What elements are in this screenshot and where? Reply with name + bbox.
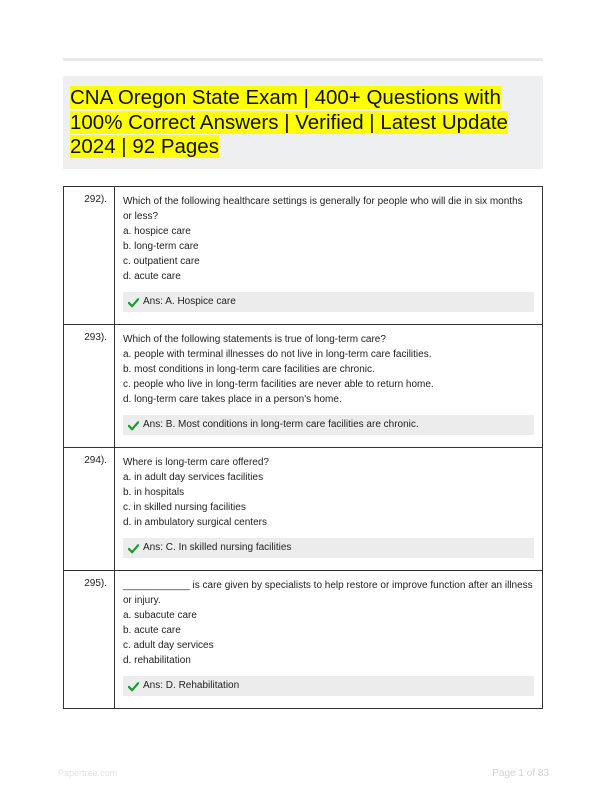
option-a: a. people with terminal illnesses do not live in long-term care facilities. bbox=[123, 349, 432, 360]
question-row bbox=[64, 571, 542, 708]
question-number: 292). bbox=[64, 187, 115, 324]
option-c: c. outpatient care bbox=[123, 256, 200, 267]
page-number: Page 1 of 83 bbox=[492, 768, 549, 779]
option-a: a. hospice care bbox=[123, 226, 191, 237]
document-title-text: CNA Oregon State Exam | 400+ Questions with 100% Correct Answers | Verified | Latest Update 2024 | 92 Pages bbox=[70, 86, 508, 158]
option-c: c. adult day services bbox=[123, 640, 214, 651]
check-icon bbox=[128, 543, 139, 554]
option-b: b. in hospitals bbox=[123, 487, 185, 498]
option-d: d. in ambulatory surgical centers bbox=[123, 517, 267, 528]
question-text: Which of the following healthcare settings is generally for people who will die in six months or less? bbox=[123, 196, 523, 222]
questions-table bbox=[63, 186, 543, 709]
answer-text: Ans: A. Hospice care bbox=[143, 296, 236, 307]
question-number: 295). bbox=[64, 571, 115, 708]
question-text: Which of the following statements is true of long-term care? bbox=[123, 334, 386, 345]
option-b: b. most conditions in long-term care facilities are chronic. bbox=[123, 364, 375, 375]
top-divider bbox=[63, 58, 543, 61]
option-d: d. rehabilitation bbox=[123, 655, 191, 666]
footer-watermark: Papertree.com bbox=[58, 768, 118, 778]
answer-text: Ans: B. Most conditions in long-term care facilities are chronic. bbox=[143, 419, 419, 430]
question-body bbox=[115, 187, 542, 324]
option-b: b. acute care bbox=[123, 625, 181, 636]
option-a: a. subacute care bbox=[123, 610, 197, 621]
option-d: d. acute care bbox=[123, 271, 181, 282]
option-c: c. people who live in long-term facilities are never able to return home. bbox=[123, 379, 434, 390]
answer-box bbox=[123, 538, 534, 558]
option-d: d. long-term care takes place in a person's home. bbox=[123, 394, 342, 405]
question-number: 293). bbox=[64, 325, 115, 447]
answer-box bbox=[123, 415, 534, 435]
document-title bbox=[70, 86, 536, 160]
question-text: ____________ is care given by specialists to help restore or improve function after an illness or injury. bbox=[123, 580, 533, 606]
question-row bbox=[64, 448, 542, 571]
check-icon bbox=[128, 297, 139, 308]
question-text: Where is long-term care offered? bbox=[123, 457, 269, 468]
question-row bbox=[64, 187, 542, 325]
check-icon bbox=[128, 681, 139, 692]
question-body bbox=[115, 571, 542, 708]
question-row bbox=[64, 325, 542, 448]
question-body bbox=[115, 448, 542, 570]
option-a: a. in adult day services facilities bbox=[123, 472, 264, 483]
answer-box bbox=[123, 676, 534, 696]
answer-text: Ans: C. In skilled nursing facilities bbox=[143, 542, 292, 553]
option-b: b. long-term care bbox=[123, 241, 199, 252]
question-body bbox=[115, 325, 542, 447]
answer-box bbox=[123, 292, 534, 312]
answer-text: Ans: D. Rehabilitation bbox=[143, 680, 240, 691]
option-c: c. in skilled nursing facilities bbox=[123, 502, 246, 513]
check-icon bbox=[128, 420, 139, 431]
question-number: 294). bbox=[64, 448, 115, 570]
